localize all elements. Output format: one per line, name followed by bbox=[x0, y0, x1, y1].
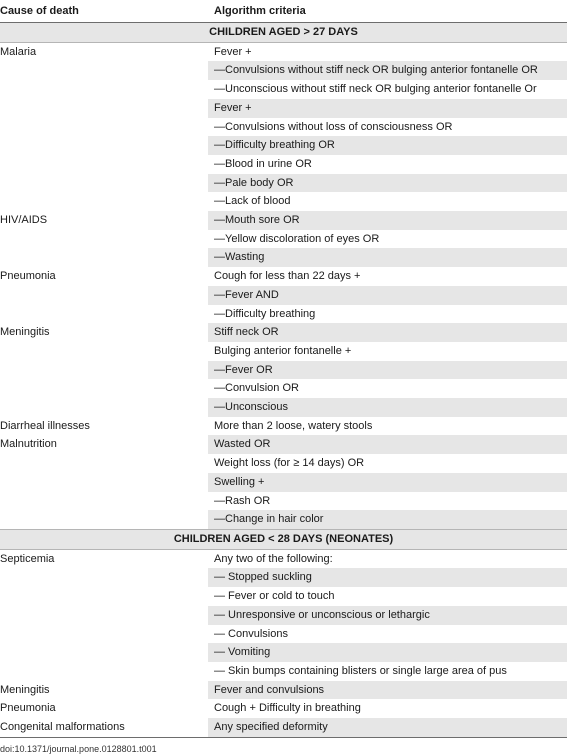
table-row bbox=[0, 211, 567, 230]
criteria-cell: —Yellow discoloration of eyes OR bbox=[214, 232, 380, 245]
criteria-cell: Cough + Difficulty in breathing bbox=[214, 702, 361, 715]
criteria-cell: Fever + bbox=[208, 99, 567, 118]
criteria-cell: Swelling + bbox=[208, 473, 567, 492]
criteria-cell: — Skin bumps containing blisters or single large area of pus bbox=[214, 664, 507, 677]
criteria-cell: Wasted OR bbox=[208, 435, 567, 454]
section-header-row bbox=[0, 529, 567, 549]
cause-cell: Malnutrition bbox=[0, 435, 208, 529]
criteria-cell: —Rash OR bbox=[214, 494, 271, 507]
table-row bbox=[0, 549, 567, 568]
cause-cell: Diarrheal illnesses bbox=[0, 417, 208, 436]
criteria-cell: —Fever OR bbox=[208, 361, 567, 380]
criteria-cell: —Convulsions without loss of consciousness OR bbox=[214, 120, 453, 133]
cause-cell: Meningitis bbox=[0, 323, 208, 417]
table-row bbox=[0, 417, 567, 436]
section-header-row bbox=[0, 23, 567, 43]
table-row bbox=[0, 681, 567, 700]
criteria-cell: — Vomiting bbox=[208, 643, 567, 662]
doi-caption: doi:10.1371/journal.pone.0128801.t001 bbox=[0, 744, 157, 754]
criteria-cell: —Difficulty breathing OR bbox=[208, 136, 567, 155]
criteria-cell: —Unconscious without stiff neck OR bulging anterior fontanelle Or bbox=[214, 83, 537, 96]
cause-cell: Meningitis bbox=[0, 681, 208, 700]
table-row bbox=[0, 718, 567, 737]
criteria-cell: — Convulsions bbox=[214, 627, 288, 640]
criteria-cell: Cough for less than 22 days + bbox=[214, 270, 361, 283]
criteria-cell: Any specified deformity bbox=[208, 718, 567, 737]
criteria-cell: — Fever or cold to touch bbox=[214, 590, 335, 603]
criteria-cell: —Blood in urine OR bbox=[214, 157, 312, 170]
table-row bbox=[0, 267, 567, 286]
header-criteria: Algorithm criteria bbox=[208, 0, 567, 23]
criteria-cell: —Difficulty breathing bbox=[214, 307, 316, 320]
cause-cell: Malaria bbox=[0, 42, 208, 211]
criteria-cell: —Fever AND bbox=[208, 286, 567, 305]
cause-cell: Pneumonia bbox=[0, 699, 208, 718]
criteria-cell: — Unresponsive or unconscious or lethargic bbox=[208, 606, 567, 625]
table-row bbox=[0, 435, 567, 454]
criteria-cell: —Lack of blood bbox=[214, 195, 291, 208]
criteria-cell: Stiff neck OR bbox=[208, 323, 567, 342]
criteria-cell: Any two of the following: bbox=[214, 552, 333, 565]
cause-cell: Pneumonia bbox=[0, 267, 208, 323]
cause-cell: Congenital malformations bbox=[0, 718, 208, 737]
section-title: CHILDREN AGED > 27 DAYS bbox=[0, 23, 567, 43]
table-row bbox=[0, 42, 567, 61]
section-title: CHILDREN AGED < 28 DAYS (NEONATES) bbox=[0, 529, 567, 549]
criteria-cell: — Stopped suckling bbox=[208, 568, 567, 587]
criteria-cell: —Convulsions without stiff neck OR bulging anterior fontanelle OR bbox=[208, 61, 567, 80]
criteria-cell: Bulging anterior fontanelle + bbox=[214, 344, 352, 357]
criteria-cell: —Pale body OR bbox=[208, 174, 567, 193]
cause-cell: HIV/AIDS bbox=[0, 211, 208, 267]
header-cause: Cause of death bbox=[0, 0, 208, 23]
criteria-cell: Weight loss (for ≥ 14 days) OR bbox=[214, 457, 365, 470]
criteria-cell: Fever and convulsions bbox=[208, 681, 567, 700]
table-row bbox=[0, 699, 567, 718]
criteria-cell: —Mouth sore OR bbox=[208, 211, 567, 230]
criteria-cell: Fever + bbox=[214, 45, 252, 58]
table-body bbox=[0, 23, 567, 738]
criteria-cell: —Wasting bbox=[208, 248, 567, 267]
table-row bbox=[0, 323, 567, 342]
cause-cell: Septicemia bbox=[0, 549, 208, 680]
criteria-cell: —Convulsion OR bbox=[214, 382, 299, 395]
criteria-cell: More than 2 loose, watery stools bbox=[214, 419, 373, 432]
criteria-cell: —Unconscious bbox=[208, 398, 567, 417]
table-header bbox=[0, 0, 567, 23]
criteria-cell: —Change in hair color bbox=[208, 510, 567, 529]
